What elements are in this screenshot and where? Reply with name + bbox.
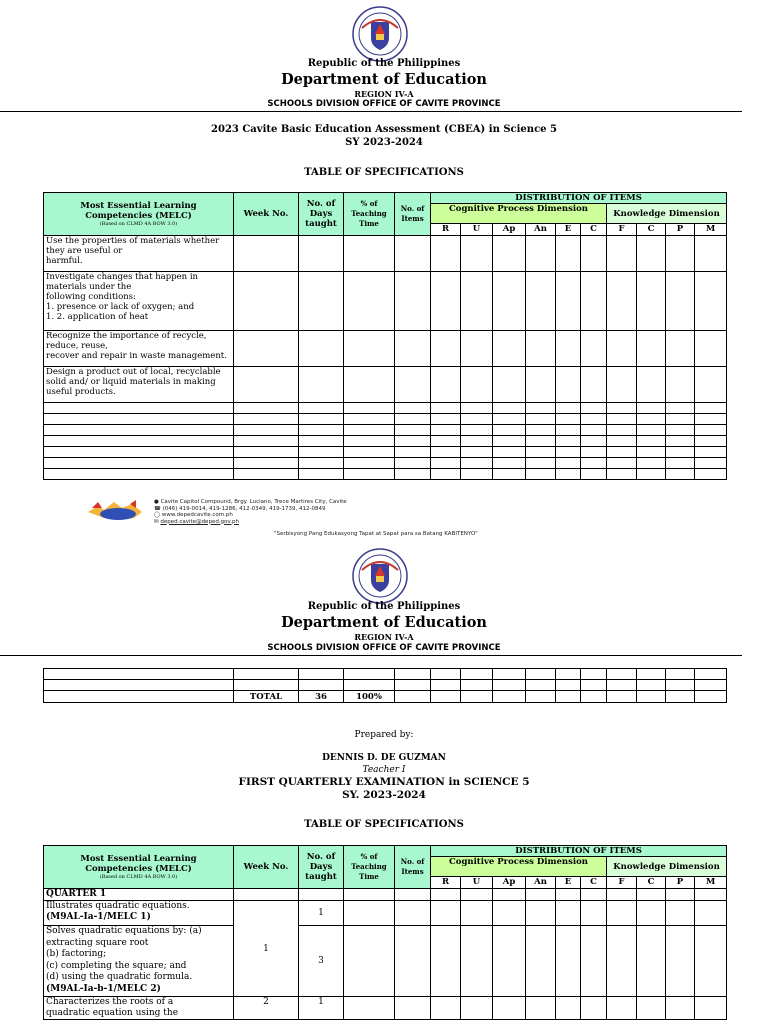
items-header: No. of Items: [395, 846, 431, 889]
col-ap: Ap: [493, 877, 526, 889]
week-header: Week No.: [234, 846, 299, 889]
header-divider: [0, 655, 742, 656]
knowledge-header: Knowledge Dimension: [607, 857, 727, 877]
division-text: SCHOOLS DIVISION OFFICE OF CAVITE PROVINCE: [267, 643, 501, 653]
republic-text: Republic of the Philippines: [307, 58, 461, 69]
col-m: M: [695, 224, 727, 236]
deped-seal-icon: [352, 548, 408, 604]
items-header: No. of Items: [395, 193, 431, 236]
days-cell: 1: [299, 997, 344, 1020]
days-header: No. of Days taught: [299, 846, 344, 889]
week-header: Week No.: [234, 193, 299, 236]
col-an: An: [526, 877, 556, 889]
col-an: An: [526, 224, 556, 236]
republic-text: Republic of the Philippines: [307, 601, 461, 612]
school-year: SY 2023-2024: [345, 137, 423, 148]
footer-web[interactable]: www.depedcavite.com.ph: [161, 512, 233, 518]
melc-row: Recognize the importance of recycle, reduce, reuse, recover and repair in waste management.: [44, 331, 234, 367]
total-days: 36: [299, 691, 344, 703]
division-text: SCHOOLS DIVISION OFFICE OF CAVITE PROVINCE: [267, 99, 501, 109]
col-r: R: [431, 224, 461, 236]
melc-header: Most Essential Learning Competencies (MELC) (Based on CLMD 4A BOW 3.0): [44, 846, 234, 889]
days-cell: 1: [299, 901, 344, 926]
footer-email[interactable]: deped.cavite@deped.gov.ph: [160, 518, 239, 525]
knowledge-header: Knowledge Dimension: [607, 204, 727, 224]
total-label: TOTAL: [234, 691, 299, 703]
tos-total-table: [43, 668, 727, 703]
footer-motto: "Serbisyong Pang Edukasyong Tapat at Sapat para sa Batang KABITENYO": [274, 531, 478, 537]
phone-icon: ☎: [154, 505, 161, 512]
total-percent: 100%: [344, 691, 395, 703]
footer-contacts: [154, 499, 347, 525]
cognitive-header: Cognitive Process Dimension: [431, 857, 607, 877]
department-title: Department of Education: [281, 614, 487, 631]
tos-title: TABLE OF SPECIFICATIONS: [304, 819, 464, 830]
col-e: E: [556, 224, 581, 236]
col-m: M: [695, 877, 727, 889]
col-u: U: [461, 877, 493, 889]
location-icon: ●: [154, 499, 159, 505]
cavite-logo-icon: [86, 498, 144, 524]
col-u: U: [461, 224, 493, 236]
tos-table: [43, 845, 727, 1020]
col-c: C: [581, 224, 607, 236]
melc-row: Solves quadratic equations by: (a) extracting square root (b) factoring; (c) completing the square; and (d) using the quadratic formula. (M9AL-Ia-b-1/MELC 2): [44, 926, 234, 997]
col-c: C: [581, 877, 607, 889]
melc-header: Most Essential Learning Competencies (MELC) (Based on CLMD 4A BOW 3.0): [44, 193, 234, 236]
week-cell: 2: [234, 997, 299, 1020]
exam-title: FIRST QUARTERLY EXAMINATION in SCIENCE 5: [238, 776, 530, 788]
col-c2: C: [637, 224, 666, 236]
days-cell: 3: [299, 926, 344, 997]
melc-row: Illustrates quadratic equations. (M9AL-Ia-1/MELC 1): [44, 901, 234, 926]
tos-title: TABLE OF SPECIFICATIONS: [304, 167, 464, 178]
email-icon: ✉: [154, 518, 159, 525]
col-r: R: [431, 877, 461, 889]
signatory-position: Teacher I: [362, 765, 406, 775]
col-c2: C: [637, 877, 666, 889]
exam-school-year: SY. 2023-2024: [342, 789, 426, 801]
col-ap: Ap: [493, 224, 526, 236]
distribution-header: DISTRIBUTION OF ITEMS: [431, 193, 727, 204]
cognitive-header: Cognitive Process Dimension: [431, 204, 607, 224]
signatory-name: DENNIS D. DE GUZMAN: [322, 753, 446, 763]
week-cell: 1: [234, 901, 299, 997]
percent-header: % of Teaching Time: [344, 846, 395, 889]
assessment-title: 2023 Cavite Basic Education Assessment (CBEA) in Science 5: [211, 124, 557, 135]
tos-table: [43, 192, 727, 480]
melc-row: Characterizes the roots of a quadratic equation using the: [44, 997, 234, 1020]
deped-seal-icon: [352, 6, 408, 62]
melc-row: Investigate changes that happen in materials under the following conditions: 1. presence or lack of oxygen; and 1. 2. application of heat: [44, 272, 234, 331]
department-title: Department of Education: [281, 71, 487, 88]
days-header: No. of Days taught: [299, 193, 344, 236]
header-divider: [0, 111, 742, 112]
footer-phone: (046) 419-0014, 419-1286, 412-0349, 419-1739, 412-0849: [162, 505, 326, 512]
col-f: F: [607, 877, 637, 889]
melc-row: Use the properties of materials whether they are useful or harmful.: [44, 236, 234, 272]
col-p: P: [666, 877, 695, 889]
col-f: F: [607, 224, 637, 236]
distribution-header: DISTRIBUTION OF ITEMS: [431, 846, 727, 857]
region-text: REGION IV-A: [354, 632, 414, 642]
melc-row: Design a product out of local, recyclable solid and/ or liquid materials in making useful products.: [44, 367, 234, 403]
col-e: E: [556, 877, 581, 889]
region-text: REGION IV-A: [354, 89, 414, 99]
col-p: P: [666, 224, 695, 236]
quarter-label: QUARTER 1: [44, 889, 234, 901]
web-icon: ◯: [154, 512, 161, 518]
prepared-by-label: Prepared by:: [354, 730, 414, 740]
footer-address: Cavite Capitol Compound, Brgy. Luciano, Trece Martires City, Cavite: [160, 499, 347, 505]
percent-header: % of Teaching Time: [344, 193, 395, 236]
